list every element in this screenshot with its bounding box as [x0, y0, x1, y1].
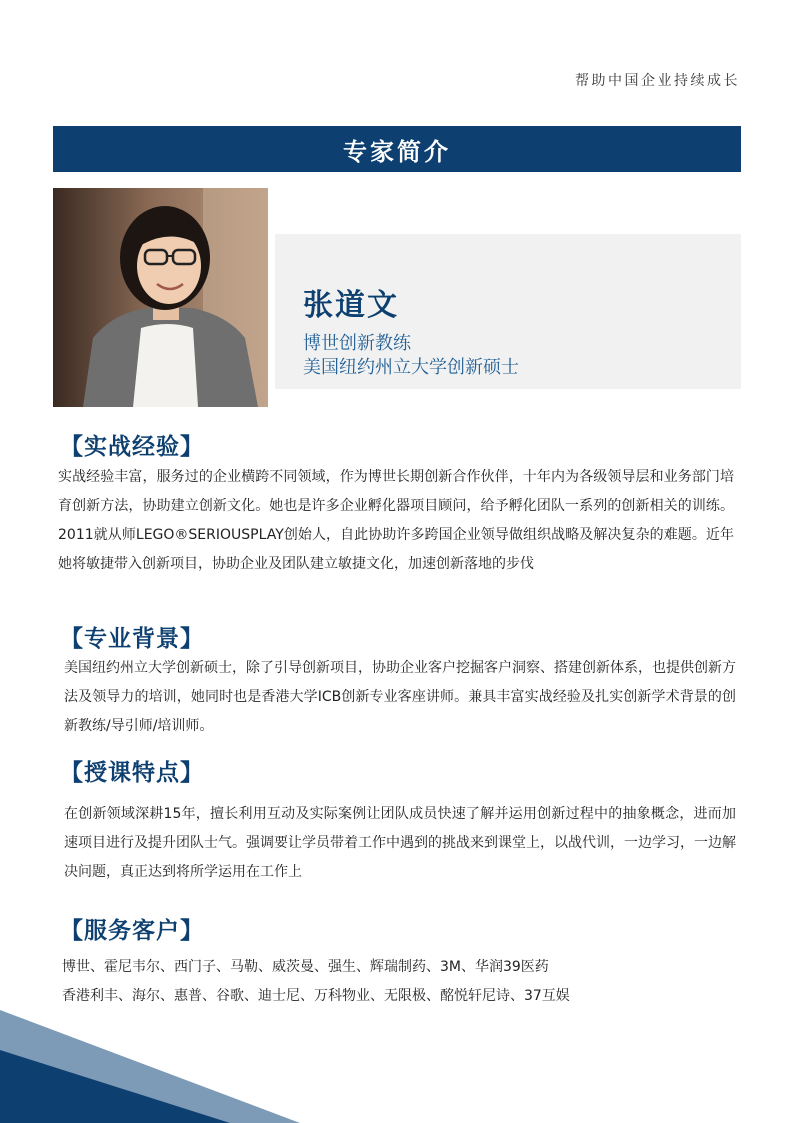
- section-heading-experience: 【实战经验】: [60, 434, 204, 460]
- section-text-background: 美国纽约州立大学创新硕士，除了引导创新项目，协助企业客户挖掘客户洞察、搭建创新体系，也提供创新方法及领导力的培训，她同时也是香港大学ICB创新专业客座讲师。兼具丰富实战经验及扎实创新学术背景的创新教练/导引师/培训师。: [64, 660, 736, 734]
- client-list: [62, 953, 742, 1011]
- client-list-line: 香港利丰、海尔、惠普、谷歌、迪士尼、万科物业、无限极、酩悦轩尼诗、37互娱: [62, 988, 570, 1004]
- section-text-experience: 实战经验丰富，服务过的企业横跨不同领域，作为博世长期创新合作伙伴，十年内为各级领导层和业务部门培育创新方法，协助建立创新文化。她也是许多企业孵化器项目顾问，给予孵化团队一系列的创新相关的训练。2011就从师LEGO®SERIOUSPLAY创始人，自此协助许多跨国企业领导做组织战略及解决复杂的难题。近年她将敏捷带入创新项目，协助企业及团队建立敏捷文化，加速创新落地的步伐: [58, 469, 734, 572]
- profile-role-coach: 博世创新教练: [303, 333, 411, 354]
- profile-name: 张道文: [303, 288, 399, 323]
- profile-photo: [53, 188, 268, 407]
- header-tagline: 帮助中国企业持续成长: [575, 73, 740, 89]
- section-heading-background: 【专业背景】: [60, 626, 204, 652]
- title-bar: [53, 126, 741, 172]
- client-list-line: 博世、霍尼韦尔、西门子、马勒、威茨曼、强生、辉瑞制药、3M、华润39医药: [62, 959, 549, 975]
- profile-role-degree: 美国纽约州立大学创新硕士: [303, 357, 519, 378]
- page-title: 专家简介: [343, 137, 451, 166]
- section-heading-teaching: 【授课特点】: [60, 760, 204, 786]
- section-text-teaching: 在创新领域深耕15年，擅长利用互动及实际案例让团队成员快速了解并运用创新过程中的抽象概念，进而加速项目进行及提升团队士气。强调要让学员带着工作中遇到的挑战来到课堂上，以战代训，一边学习，一边解决问题，真正达到将所学运用在工作上: [64, 806, 736, 880]
- corner-decoration: [0, 1010, 300, 1123]
- section-heading-clients: 【服务客户】: [60, 918, 204, 944]
